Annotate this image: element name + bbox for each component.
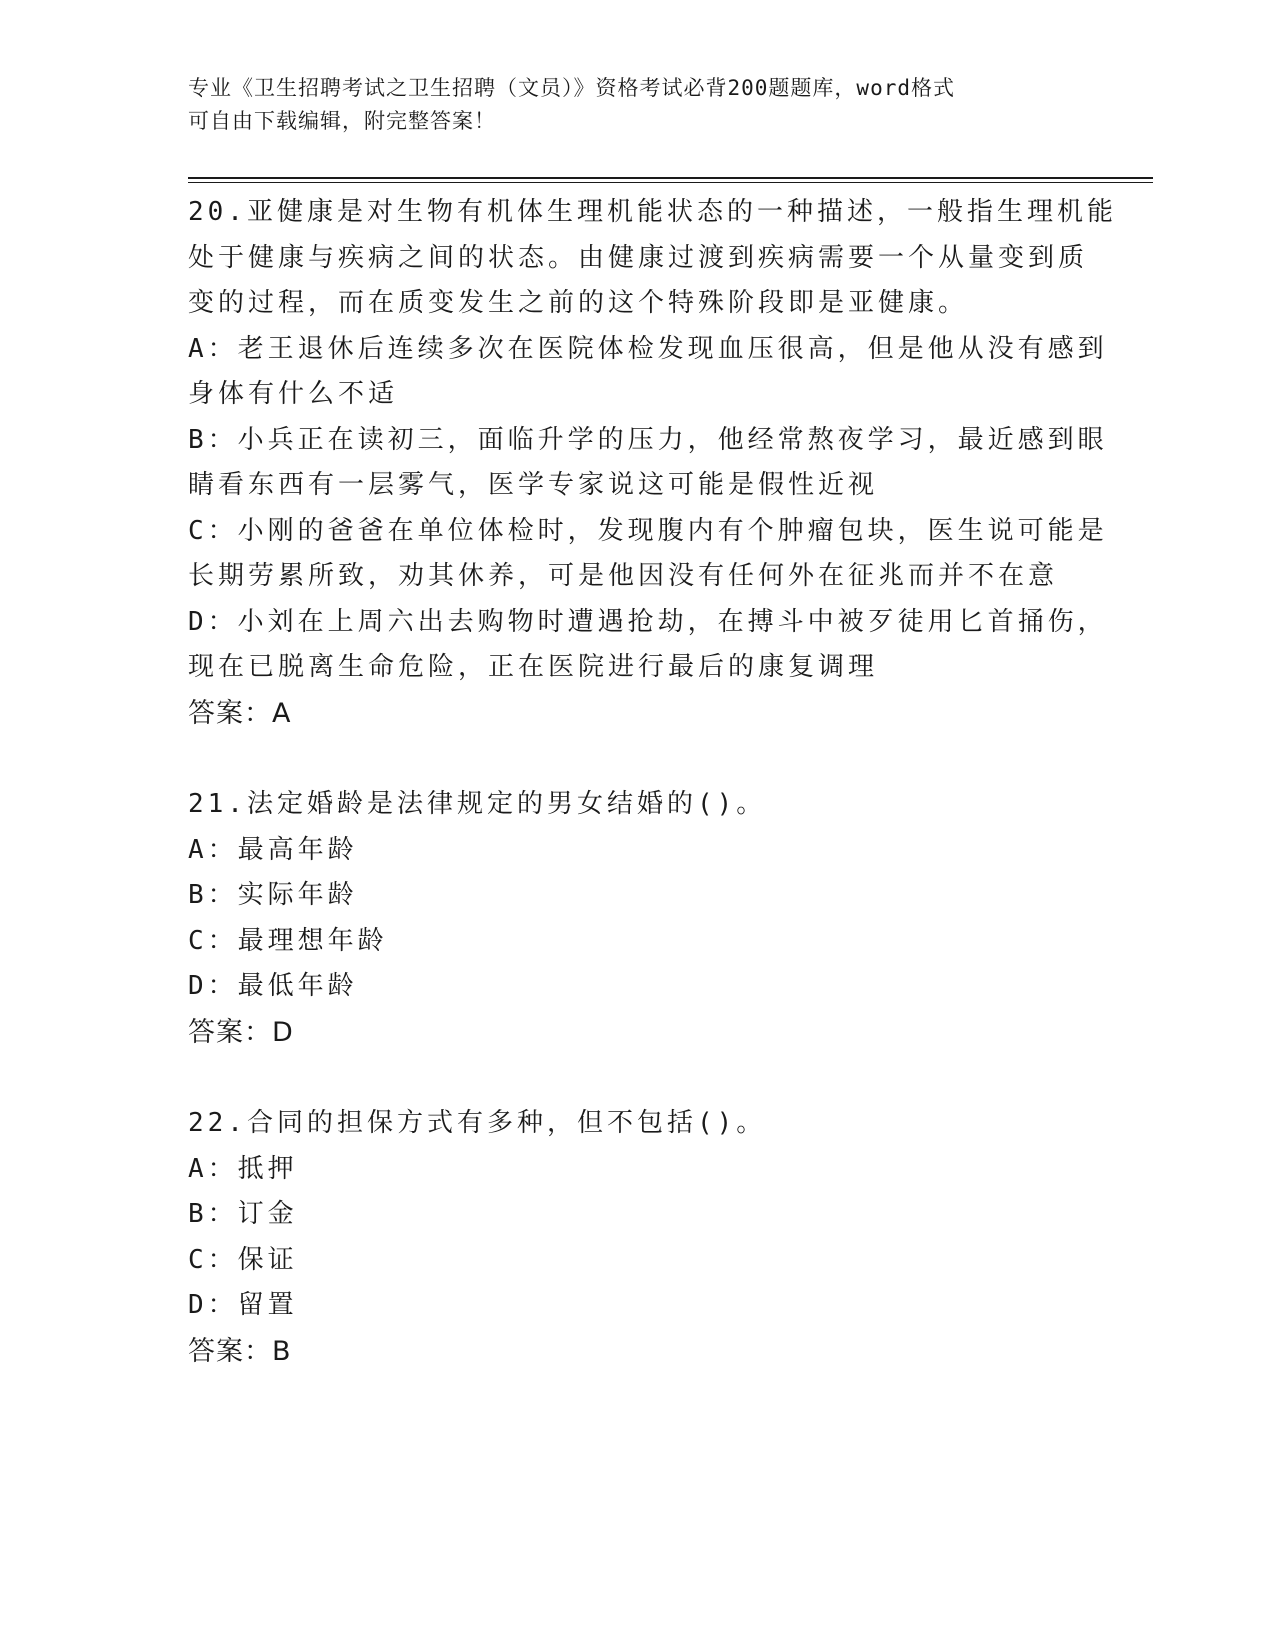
question-20-option-b: B：小兵正在读初三，面临升学的压力，他经常熬夜学习，最近感到眼 [188, 424, 1108, 455]
question-21-answer: 答案：D [188, 1016, 294, 1048]
header-title-line-1: 专业《卫生招聘考试之卫生招聘（文员）》资格考试必背200题题库，word格式 [188, 76, 955, 100]
question-22-option-b: B：订金 [188, 1199, 298, 1229]
header-title-line-2: 可自由下载编辑，附完整答案！ [188, 109, 496, 133]
question-list [188, 190, 1117, 1374]
question-spacer [188, 736, 1108, 782]
question-20-option-c: 长期劳累所致，劝其休养，可是他因没有任何外在征兆而并不在意 [188, 561, 1059, 591]
question-20-option-d: 现在已脱离生命危险，正在医院进行最后的康复调理 [188, 652, 879, 682]
question-20-option-c: C：小刚的爸爸在单位体检时，发现腹内有个肿瘤包块，医生说可能是 [188, 515, 1108, 546]
question-21-option-a: A：最高年龄 [188, 834, 358, 865]
question-22-stem: 22.合同的担保方式有多种，但不包括()。 [188, 1108, 767, 1138]
question-21-option-c: C：最理想年龄 [188, 925, 388, 956]
question-20-option-a: 身体有什么不适 [188, 379, 399, 409]
question-21-option-d: D：最低年龄 [188, 971, 358, 1001]
question-22 [188, 1101, 1108, 1374]
question-22-option-d: D：留置 [188, 1290, 298, 1320]
question-20 [188, 190, 1117, 736]
question-20-stem: 20.亚健康是对生物有机体生理机能状态的一种描述，一般指生理机能 [188, 197, 1117, 227]
question-20-option-d: D：小刘在上周六出去购物时遭遇抢劫，在搏斗中被歹徒用匕首捅伤， [188, 606, 1108, 637]
header-divider-thick [188, 177, 1153, 179]
header-divider-thin [188, 182, 1153, 183]
question-20-answer: 答案：A [188, 697, 292, 729]
question-21 [188, 782, 1108, 1055]
question-22-answer: 答案：B [188, 1335, 292, 1367]
question-20-stem: 变的过程，而在质变发生之前的这个特殊阶段即是亚健康。 [188, 288, 969, 318]
question-20-option-b: 睛看东西有一层雾气，医学专家说这可能是假性近视 [188, 470, 879, 500]
question-21-option-b: B：实际年龄 [188, 880, 358, 910]
question-22-option-c: C：保证 [188, 1244, 298, 1275]
question-20-stem: 处于健康与疾病之间的状态。由健康过渡到疾病需要一个从量变到质 [188, 242, 1089, 273]
document-header [188, 72, 1088, 138]
question-22-option-a: A：抵押 [188, 1153, 298, 1184]
question-21-stem: 21.法定婚龄是法律规定的男女结婚的()。 [188, 789, 767, 819]
question-20-option-a: A：老王退休后连续多次在医院体检发现血压很高，但是他从没有感到 [188, 333, 1108, 364]
question-spacer [188, 1055, 1108, 1101]
